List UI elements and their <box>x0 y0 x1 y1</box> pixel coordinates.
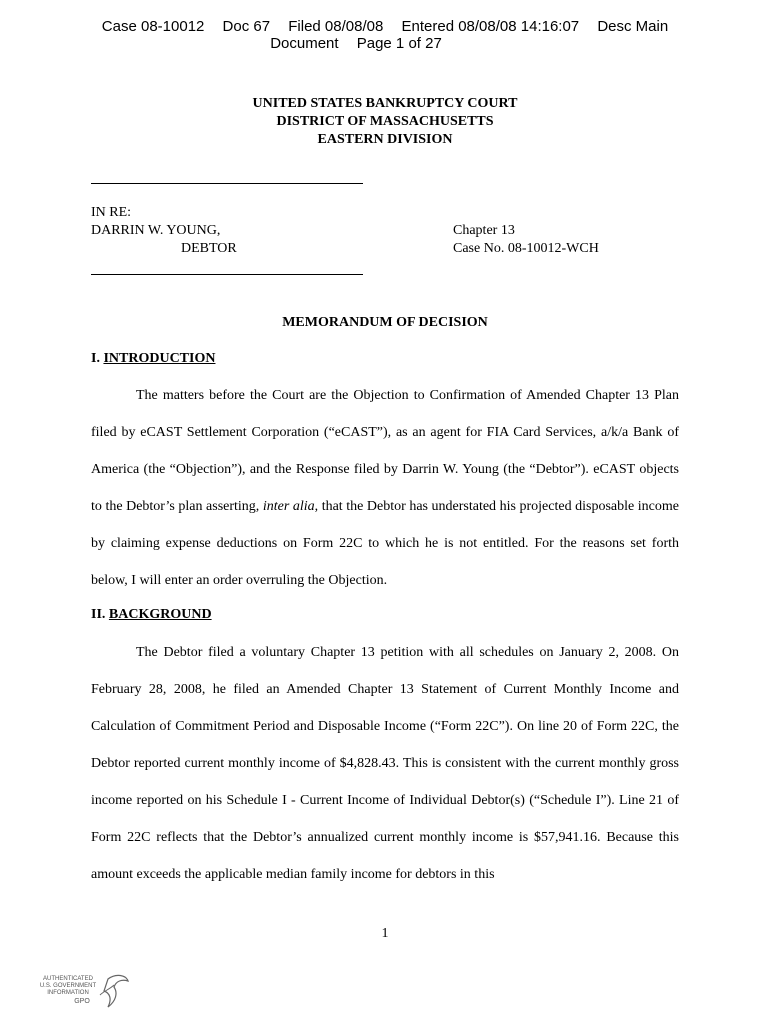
page-number: 1 <box>381 926 389 941</box>
caption-rule-top <box>91 183 363 184</box>
filing-header <box>0 18 770 52</box>
logo-line-2: U.S. GOVERNMENT <box>39 983 97 989</box>
entered-date: Entered 08/08/08 14:16:07 <box>401 18 580 35</box>
eagle-icon <box>104 975 128 1007</box>
case-no-label: Case No. 08-10012-WCH <box>453 241 599 256</box>
caption-party <box>91 204 237 258</box>
section-heading-introduction <box>91 351 215 367</box>
chapter-label: Chapter 13 <box>453 223 515 238</box>
introduction-paragraph <box>91 377 679 599</box>
section-number: II. <box>91 607 106 622</box>
debtor-name: DARRIN W. YOUNG, <box>91 223 221 238</box>
intro-text-italic: inter alia <box>262 499 315 514</box>
background-text: The Debtor filed a voluntary Chapter 13 petition with all schedules on January 2, 2008. On February 28, 2008, he filed an Amended Chapter 13 Statement of Current Monthly Income and Calculation of Commitment Period and Disposable Income (“Form 22C”). On line 20 of Form 22C, the Debtor reported current monthly income of $4,828.43. This is consistent with the current monthly gross income reported on his Schedule I - Current Income of Individual Debtor(s) (“Schedule I”). Line 21 of Form 22C reflects that the Debtor’s annualized current monthly income is $57,941.16. Because this amount exceeds the applicable median family income for debtors in this <box>91 645 679 882</box>
filing-header-line-1 <box>0 18 770 35</box>
eagle-wing-icon <box>100 985 114 995</box>
section-heading-background <box>91 607 212 623</box>
filing-header-line-2 <box>0 35 770 52</box>
page-count: Page 1 of 27 <box>356 35 442 52</box>
court-division: EASTERN DIVISION <box>317 132 453 147</box>
debtor-label: DEBTOR <box>181 241 237 256</box>
in-re-label: IN RE: <box>91 205 132 220</box>
caption-rule-bottom <box>91 274 363 275</box>
section-title: BACKGROUND <box>108 607 212 622</box>
court-heading <box>0 95 770 149</box>
memorandum-title: MEMORANDUM OF DECISION <box>282 315 488 330</box>
logo-line-1: AUTHENTICATED <box>43 976 93 982</box>
section-title: INTRODUCTION <box>103 351 216 366</box>
case-number: Case 08-10012 <box>101 18 205 35</box>
court-district: DISTRICT OF MASSACHUSETTS <box>276 114 494 129</box>
desc-label: Desc Main <box>597 18 669 35</box>
caption-case-info <box>453 222 599 258</box>
section-number: I. <box>91 351 100 366</box>
court-name: UNITED STATES BANKRUPTCY COURT <box>252 96 518 111</box>
logo-line-4: GPO <box>74 998 90 1005</box>
background-paragraph <box>91 634 679 893</box>
filed-date: Filed 08/08/08 <box>288 18 384 35</box>
intro-text-part-2: , that the Debtor has understated his projected disposable income by claiming expense deductions on Form 22C to which he is not entitled. For the reasons set forth below, I will enter an order overruling the Objection. <box>91 499 679 588</box>
logo-line-3: INFORMATION <box>47 990 89 996</box>
gpo-authentication-logo <box>30 969 140 1017</box>
intro-text-part-1: The matters before the Court are the Objection to Confirmation of Amended Chapter 13 Plan filed by eCAST Settlement Corporation (“eCAST”), as an agent for FIA Card Services, a/k/a Bank of America (the “Objection”), and the Response filed by Darrin W. Young (the “Debtor”). eCAST objects to the Debtor’s plan asserting, <box>91 388 679 514</box>
document-label: Document <box>270 35 339 52</box>
doc-number: Doc 67 <box>222 18 271 35</box>
